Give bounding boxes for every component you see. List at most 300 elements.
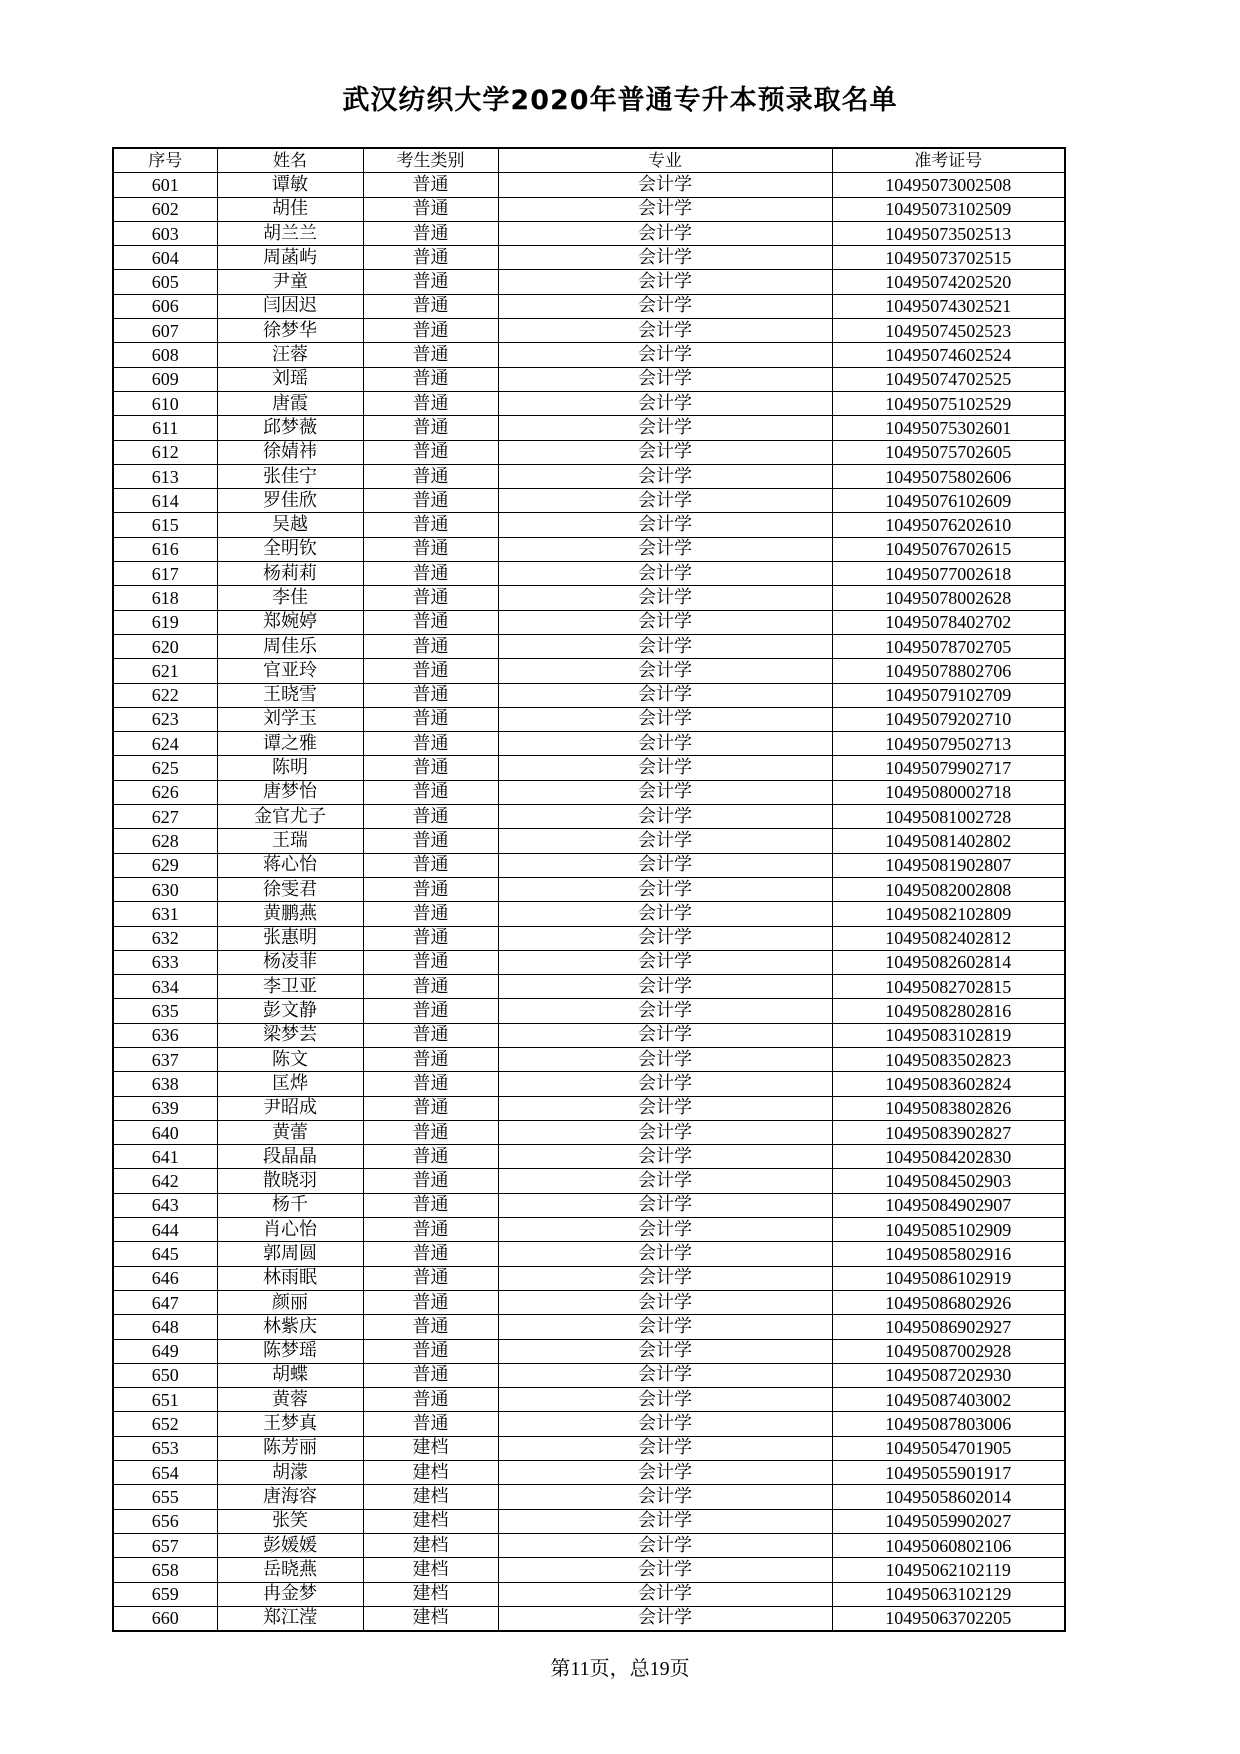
cell-major: 会计学	[498, 829, 832, 853]
cell-name: 林紫庆	[217, 1315, 363, 1339]
cell-index: 632	[113, 926, 217, 950]
cell-category: 普通	[363, 780, 498, 804]
cell-index: 649	[113, 1339, 217, 1363]
cell-category: 建档	[363, 1558, 498, 1582]
cell-major: 会计学	[498, 197, 832, 221]
cell-exam-number: 10495087202930	[832, 1363, 1065, 1387]
cell-exam-number: 10495084902907	[832, 1193, 1065, 1217]
cell-index: 624	[113, 732, 217, 756]
cell-exam-number: 10495074502523	[832, 319, 1065, 343]
table-row	[113, 1290, 1065, 1314]
table-row	[113, 1582, 1065, 1606]
cell-index: 629	[113, 853, 217, 877]
cell-index: 610	[113, 391, 217, 415]
cell-major: 会计学	[498, 1072, 832, 1096]
cell-name: 唐霞	[217, 391, 363, 415]
cell-category: 普通	[363, 221, 498, 245]
table-row	[113, 1461, 1065, 1485]
cell-name: 胡兰兰	[217, 221, 363, 245]
cell-major: 会计学	[498, 1218, 832, 1242]
cell-major: 会计学	[498, 877, 832, 901]
cell-exam-number: 10495082802816	[832, 999, 1065, 1023]
table-row	[113, 853, 1065, 877]
cell-name: 谭之雅	[217, 732, 363, 756]
cell-name: 彭文静	[217, 999, 363, 1023]
cell-exam-number: 10495060802106	[832, 1533, 1065, 1557]
cell-category: 建档	[363, 1436, 498, 1460]
cell-name: 王瑞	[217, 829, 363, 853]
cell-major: 会计学	[498, 1461, 832, 1485]
cell-category: 普通	[363, 1266, 498, 1290]
cell-exam-number: 10495082002808	[832, 877, 1065, 901]
cell-category: 普通	[363, 513, 498, 537]
cell-exam-number: 10495082702815	[832, 975, 1065, 999]
cell-major: 会计学	[498, 1096, 832, 1120]
cell-exam-number: 10495073502513	[832, 221, 1065, 245]
cell-name: 周佳乐	[217, 634, 363, 658]
cell-name: 胡濛	[217, 1461, 363, 1485]
cell-index: 602	[113, 197, 217, 221]
cell-exam-number: 10495059902027	[832, 1509, 1065, 1533]
cell-category: 普通	[363, 1096, 498, 1120]
cell-major: 会计学	[498, 1485, 832, 1509]
cell-name: 杨凌菲	[217, 950, 363, 974]
cell-category: 普通	[363, 926, 498, 950]
cell-name: 刘瑶	[217, 367, 363, 391]
cell-major: 会计学	[498, 1023, 832, 1047]
cell-name: 金官尤子	[217, 805, 363, 829]
cell-major: 会计学	[498, 999, 832, 1023]
cell-exam-number: 10495080002718	[832, 780, 1065, 804]
cell-name: 唐海容	[217, 1485, 363, 1509]
cell-exam-number: 10495076202610	[832, 513, 1065, 537]
cell-name: 冉金梦	[217, 1582, 363, 1606]
cell-exam-number: 10495087403002	[832, 1388, 1065, 1412]
cell-major: 会计学	[498, 926, 832, 950]
cell-name: 黄蕾	[217, 1120, 363, 1144]
column-header-name: 姓名	[217, 148, 363, 173]
cell-name: 陈文	[217, 1047, 363, 1071]
cell-index: 652	[113, 1412, 217, 1436]
cell-exam-number: 10495081002728	[832, 805, 1065, 829]
table-row	[113, 1023, 1065, 1047]
cell-major: 会计学	[498, 173, 832, 197]
cell-index: 611	[113, 416, 217, 440]
cell-major: 会计学	[498, 1169, 832, 1193]
cell-major: 会计学	[498, 1266, 832, 1290]
table-row	[113, 1266, 1065, 1290]
table-row	[113, 537, 1065, 561]
table-row	[113, 902, 1065, 926]
cell-name: 王梦真	[217, 1412, 363, 1436]
cell-index: 609	[113, 367, 217, 391]
cell-exam-number: 10495078802706	[832, 659, 1065, 683]
cell-category: 普通	[363, 294, 498, 318]
table-row	[113, 562, 1065, 586]
cell-category: 普通	[363, 1072, 498, 1096]
cell-category: 普通	[363, 1363, 498, 1387]
cell-exam-number: 10495078702705	[832, 634, 1065, 658]
cell-index: 659	[113, 1582, 217, 1606]
cell-major: 会计学	[498, 902, 832, 926]
cell-exam-number: 10495081902807	[832, 853, 1065, 877]
cell-index: 654	[113, 1461, 217, 1485]
table-row	[113, 877, 1065, 901]
cell-index: 612	[113, 440, 217, 464]
cell-major: 会计学	[498, 1242, 832, 1266]
cell-category: 普通	[363, 1169, 498, 1193]
cell-exam-number: 10495086802926	[832, 1290, 1065, 1314]
cell-index: 647	[113, 1290, 217, 1314]
cell-exam-number: 10495085802916	[832, 1242, 1065, 1266]
cell-exam-number: 10495086102919	[832, 1266, 1065, 1290]
cell-exam-number: 10495075802606	[832, 464, 1065, 488]
cell-index: 638	[113, 1072, 217, 1096]
cell-index: 641	[113, 1145, 217, 1169]
cell-index: 636	[113, 1023, 217, 1047]
cell-index: 660	[113, 1606, 217, 1631]
cell-exam-number: 10495087803006	[832, 1412, 1065, 1436]
table-row	[113, 659, 1065, 683]
cell-exam-number: 10495079102709	[832, 683, 1065, 707]
cell-exam-number: 10495062102119	[832, 1558, 1065, 1582]
cell-name: 陈明	[217, 756, 363, 780]
table-row	[113, 756, 1065, 780]
cell-name: 唐梦怡	[217, 780, 363, 804]
cell-exam-number: 10495078402702	[832, 610, 1065, 634]
cell-major: 会计学	[498, 391, 832, 415]
cell-major: 会计学	[498, 1606, 832, 1631]
cell-index: 628	[113, 829, 217, 853]
cell-name: 谭敏	[217, 173, 363, 197]
cell-exam-number: 10495076702615	[832, 537, 1065, 561]
cell-index: 656	[113, 1509, 217, 1533]
cell-major: 会计学	[498, 732, 832, 756]
cell-name: 张佳宁	[217, 464, 363, 488]
cell-exam-number: 10495081402802	[832, 829, 1065, 853]
cell-exam-number: 10495083902827	[832, 1120, 1065, 1144]
cell-category: 普通	[363, 683, 498, 707]
table-header-row	[113, 148, 1065, 173]
cell-name: 徐梦华	[217, 319, 363, 343]
cell-major: 会计学	[498, 367, 832, 391]
cell-major: 会计学	[498, 1533, 832, 1557]
cell-exam-number: 10495083802826	[832, 1096, 1065, 1120]
table-row	[113, 1096, 1065, 1120]
cell-name: 全明钦	[217, 537, 363, 561]
cell-major: 会计学	[498, 950, 832, 974]
cell-exam-number: 10495084202830	[832, 1145, 1065, 1169]
table-row	[113, 1509, 1065, 1533]
cell-major: 会计学	[498, 246, 832, 270]
cell-name: 刘学玉	[217, 707, 363, 731]
cell-category: 建档	[363, 1606, 498, 1631]
cell-index: 633	[113, 950, 217, 974]
cell-category: 普通	[363, 877, 498, 901]
table-row	[113, 197, 1065, 221]
cell-name: 李卫亚	[217, 975, 363, 999]
cell-category: 普通	[363, 975, 498, 999]
cell-index: 657	[113, 1533, 217, 1557]
table-row	[113, 1606, 1065, 1631]
cell-category: 普通	[363, 1290, 498, 1314]
cell-index: 645	[113, 1242, 217, 1266]
cell-exam-number: 10495087002928	[832, 1339, 1065, 1363]
cell-category: 普通	[363, 173, 498, 197]
cell-index: 630	[113, 877, 217, 901]
cell-exam-number: 10495082102809	[832, 902, 1065, 926]
cell-name: 尹昭成	[217, 1096, 363, 1120]
cell-category: 普通	[363, 1145, 498, 1169]
cell-index: 618	[113, 586, 217, 610]
table-row	[113, 464, 1065, 488]
cell-index: 627	[113, 805, 217, 829]
table-row	[113, 1315, 1065, 1339]
cell-major: 会计学	[498, 1509, 832, 1533]
cell-index: 605	[113, 270, 217, 294]
cell-category: 建档	[363, 1461, 498, 1485]
cell-category: 普通	[363, 756, 498, 780]
cell-index: 621	[113, 659, 217, 683]
table-row	[113, 950, 1065, 974]
cell-major: 会计学	[498, 537, 832, 561]
table-row	[113, 343, 1065, 367]
cell-index: 650	[113, 1363, 217, 1387]
cell-major: 会计学	[498, 1339, 832, 1363]
cell-index: 653	[113, 1436, 217, 1460]
cell-name: 闫因迟	[217, 294, 363, 318]
table-row	[113, 1047, 1065, 1071]
table-row	[113, 780, 1065, 804]
cell-name: 王晓雪	[217, 683, 363, 707]
cell-major: 会计学	[498, 1047, 832, 1071]
table-row	[113, 1169, 1065, 1193]
cell-name: 陈梦瑶	[217, 1339, 363, 1363]
table-row	[113, 1436, 1065, 1460]
cell-name: 胡佳	[217, 197, 363, 221]
cell-exam-number: 10495078002628	[832, 586, 1065, 610]
cell-index: 626	[113, 780, 217, 804]
cell-index: 635	[113, 999, 217, 1023]
cell-name: 蒋心怡	[217, 853, 363, 877]
cell-category: 普通	[363, 1388, 498, 1412]
cell-exam-number: 10495075302601	[832, 416, 1065, 440]
admission-table	[112, 147, 1066, 1632]
cell-major: 会计学	[498, 1290, 832, 1314]
cell-index: 620	[113, 634, 217, 658]
cell-name: 梁梦芸	[217, 1023, 363, 1047]
cell-category: 普通	[363, 634, 498, 658]
cell-exam-number: 10495074602524	[832, 343, 1065, 367]
cell-major: 会计学	[498, 416, 832, 440]
cell-name: 吴越	[217, 513, 363, 537]
cell-exam-number: 10495073102509	[832, 197, 1065, 221]
cell-index: 616	[113, 537, 217, 561]
cell-exam-number: 10495074702525	[832, 367, 1065, 391]
cell-category: 普通	[363, 1193, 498, 1217]
cell-exam-number: 10495083502823	[832, 1047, 1065, 1071]
cell-index: 607	[113, 319, 217, 343]
cell-major: 会计学	[498, 1145, 832, 1169]
table-row	[113, 707, 1065, 731]
cell-major: 会计学	[498, 562, 832, 586]
cell-major: 会计学	[498, 683, 832, 707]
cell-name: 彭媛媛	[217, 1533, 363, 1557]
cell-category: 普通	[363, 732, 498, 756]
cell-major: 会计学	[498, 1558, 832, 1582]
cell-category: 普通	[363, 367, 498, 391]
cell-category: 建档	[363, 1533, 498, 1557]
cell-category: 普通	[363, 197, 498, 221]
cell-major: 会计学	[498, 294, 832, 318]
cell-name: 汪蓉	[217, 343, 363, 367]
column-header-index: 序号	[113, 148, 217, 173]
cell-index: 639	[113, 1096, 217, 1120]
cell-major: 会计学	[498, 464, 832, 488]
cell-exam-number: 10495082402812	[832, 926, 1065, 950]
cell-category: 普通	[363, 464, 498, 488]
table-row	[113, 173, 1065, 197]
table-row	[113, 1485, 1065, 1509]
cell-index: 634	[113, 975, 217, 999]
cell-index: 646	[113, 1266, 217, 1290]
cell-major: 会计学	[498, 756, 832, 780]
cell-name: 段晶晶	[217, 1145, 363, 1169]
cell-name: 林雨眠	[217, 1266, 363, 1290]
cell-name: 岳晓燕	[217, 1558, 363, 1582]
table-row	[113, 732, 1065, 756]
cell-category: 普通	[363, 1242, 498, 1266]
cell-index: 655	[113, 1485, 217, 1509]
cell-major: 会计学	[498, 707, 832, 731]
cell-category: 普通	[363, 489, 498, 513]
cell-name: 胡蝶	[217, 1363, 363, 1387]
cell-exam-number: 10495058602014	[832, 1485, 1065, 1509]
cell-category: 普通	[363, 1218, 498, 1242]
table-row	[113, 1120, 1065, 1144]
cell-exam-number: 10495085102909	[832, 1218, 1065, 1242]
table-row	[113, 1072, 1065, 1096]
cell-exam-number: 10495079502713	[832, 732, 1065, 756]
cell-exam-number: 10495076102609	[832, 489, 1065, 513]
table-row	[113, 440, 1065, 464]
cell-name: 郭周圆	[217, 1242, 363, 1266]
cell-category: 普通	[363, 610, 498, 634]
page-title: 武汉纺织大学2020年普通专升本预录取名单	[342, 85, 898, 116]
cell-name: 散晓羽	[217, 1169, 363, 1193]
cell-exam-number: 10495086902927	[832, 1315, 1065, 1339]
cell-major: 会计学	[498, 489, 832, 513]
cell-exam-number: 10495079902717	[832, 756, 1065, 780]
cell-major: 会计学	[498, 1582, 832, 1606]
cell-name: 李佳	[217, 586, 363, 610]
table-row	[113, 1363, 1065, 1387]
cell-major: 会计学	[498, 1363, 832, 1387]
table-row	[113, 513, 1065, 537]
cell-major: 会计学	[498, 1193, 832, 1217]
cell-category: 普通	[363, 1047, 498, 1071]
cell-index: 631	[113, 902, 217, 926]
column-header-major: 专业	[498, 148, 832, 173]
cell-name: 黄蓉	[217, 1388, 363, 1412]
cell-major: 会计学	[498, 805, 832, 829]
cell-index: 644	[113, 1218, 217, 1242]
table-row	[113, 975, 1065, 999]
cell-exam-number: 10495077002618	[832, 562, 1065, 586]
cell-category: 普通	[363, 1339, 498, 1363]
table-row	[113, 294, 1065, 318]
cell-category: 普通	[363, 537, 498, 561]
cell-category: 普通	[363, 246, 498, 270]
cell-major: 会计学	[498, 1436, 832, 1460]
cell-name: 周菡屿	[217, 246, 363, 270]
table-row	[113, 586, 1065, 610]
cell-index: 648	[113, 1315, 217, 1339]
cell-exam-number: 10495084502903	[832, 1169, 1065, 1193]
cell-category: 普通	[363, 902, 498, 926]
cell-category: 普通	[363, 707, 498, 731]
table-row	[113, 829, 1065, 853]
cell-name: 匡烨	[217, 1072, 363, 1096]
cell-category: 普通	[363, 586, 498, 610]
table-row	[113, 634, 1065, 658]
cell-exam-number: 10495073002508	[832, 173, 1065, 197]
cell-exam-number: 10495055901917	[832, 1461, 1065, 1485]
cell-index: 637	[113, 1047, 217, 1071]
cell-exam-number: 10495073702515	[832, 246, 1065, 270]
table-row	[113, 1145, 1065, 1169]
cell-name: 杨千	[217, 1193, 363, 1217]
table-row	[113, 610, 1065, 634]
cell-exam-number: 10495063702205	[832, 1606, 1065, 1631]
table-row	[113, 926, 1065, 950]
table-row	[113, 246, 1065, 270]
cell-index: 622	[113, 683, 217, 707]
cell-major: 会计学	[498, 1120, 832, 1144]
cell-name: 张笑	[217, 1509, 363, 1533]
cell-major: 会计学	[498, 780, 832, 804]
cell-name: 郑婉婷	[217, 610, 363, 634]
cell-name: 郑江滢	[217, 1606, 363, 1631]
cell-category: 普通	[363, 270, 498, 294]
table-row	[113, 1412, 1065, 1436]
cell-category: 普通	[363, 659, 498, 683]
cell-major: 会计学	[498, 319, 832, 343]
table-row	[113, 1339, 1065, 1363]
cell-name: 徐婧祎	[217, 440, 363, 464]
cell-exam-number: 10495075702605	[832, 440, 1065, 464]
page-footer: 第11页，总19页	[550, 1658, 690, 1680]
table-row	[113, 319, 1065, 343]
cell-category: 普通	[363, 1412, 498, 1436]
cell-category: 普通	[363, 440, 498, 464]
table-row	[113, 270, 1065, 294]
cell-exam-number: 10495075102529	[832, 391, 1065, 415]
cell-category: 普通	[363, 562, 498, 586]
cell-category: 普通	[363, 1023, 498, 1047]
cell-index: 643	[113, 1193, 217, 1217]
cell-major: 会计学	[498, 1412, 832, 1436]
cell-major: 会计学	[498, 440, 832, 464]
table-row	[113, 1242, 1065, 1266]
table-row	[113, 1533, 1065, 1557]
cell-major: 会计学	[498, 270, 832, 294]
cell-index: 615	[113, 513, 217, 537]
table-row	[113, 683, 1065, 707]
cell-category: 普通	[363, 1120, 498, 1144]
table-row	[113, 367, 1065, 391]
cell-major: 会计学	[498, 659, 832, 683]
